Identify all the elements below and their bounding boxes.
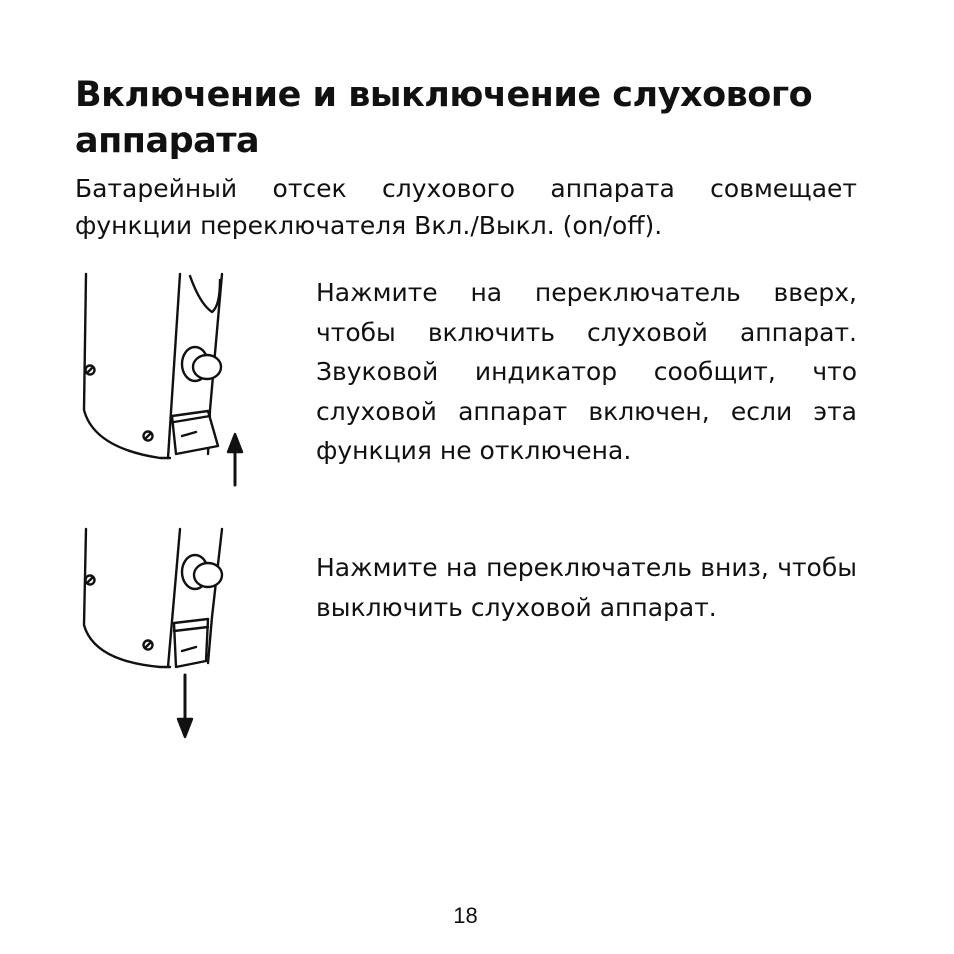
page-number: 18 bbox=[453, 903, 478, 928]
switch-off-instruction: Нажмите на переключатель вниз, чтобы выключить слуховой аппарат. bbox=[316, 553, 857, 622]
intro-paragraph: Батарейный отсек слухового аппарата совмещает функции переключателя Вкл./Выкл. (on/off). bbox=[75, 174, 857, 240]
hearing-aid-switch-down-icon bbox=[70, 525, 270, 750]
hearing-aid-switch-up-icon bbox=[70, 270, 270, 495]
switch-on-instruction: Нажмите на переключатель вверх, чтобы включить слуховой аппарат. Звуковой индикатор сообщит, что слуховой аппарат включен, если эта функция не отключена. bbox=[316, 278, 857, 465]
page-title: Включение и выключение слухового аппарата bbox=[75, 75, 813, 161]
